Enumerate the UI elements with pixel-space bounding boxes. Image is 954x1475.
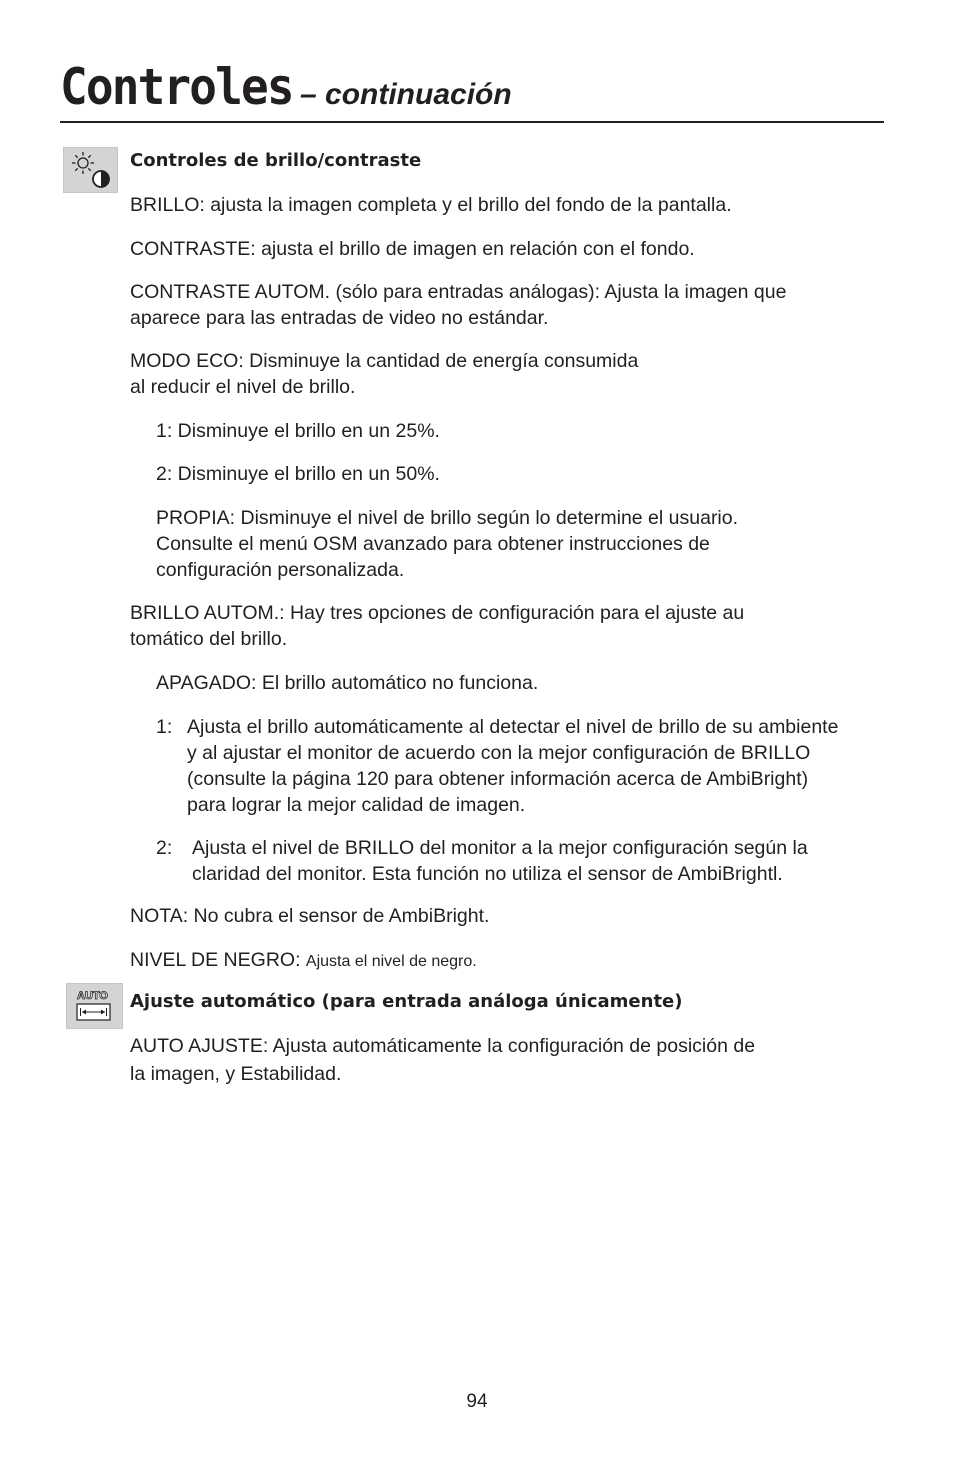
option-2-line-1: Ajusta el nivel de BRILLO del monitor a la mejor configuración según la xyxy=(192,837,808,859)
page-subtitle: – continuación xyxy=(300,78,512,111)
propia-line-2: Consulte el menú OSM avanzado para obtener instrucciones de xyxy=(156,533,710,555)
page-title: Controles xyxy=(60,58,293,116)
brillo-autom-line-2: tomático del brillo. xyxy=(130,628,288,650)
auto-adjust-icon xyxy=(66,983,123,1029)
page-number: 94 xyxy=(466,1391,488,1412)
option-2-number: 2: xyxy=(156,837,173,859)
modo-eco-line-2: al reducir el nivel de brillo. xyxy=(130,376,356,398)
page-header xyxy=(60,58,884,116)
option-1-line-4: para lograr la mejor calidad de imagen. xyxy=(187,794,526,816)
auto-text-line-1: AUTO AJUSTE: Ajusta automáticamente la configuración de posición de xyxy=(130,1035,756,1057)
contraste-text: CONTRASTE: ajusta el brillo de imagen en relación con el fondo. xyxy=(130,238,695,260)
auto-text-line-2: la imagen, y Estabilidad. xyxy=(130,1063,342,1085)
contraste-autom-line-1: CONTRASTE AUTOM. (sólo para entradas análogas): Ajusta la imagen que xyxy=(130,281,787,303)
option-1-line-2: y al ajustar el monitor de acuerdo con la mejor configuración de BRILLO xyxy=(187,742,811,764)
auto-icon-label: AUTO xyxy=(77,990,108,1002)
nivel-negro xyxy=(130,947,477,975)
option-1-number: 1: xyxy=(156,716,173,738)
eco-option-2: 2: Disminuye el brillo en un 50%. xyxy=(156,463,440,485)
contraste-autom-line-2: aparece para las entradas de video no estándar. xyxy=(130,307,549,329)
brillo-autom-line-1: BRILLO AUTOM.: Hay tres opciones de configuración para el ajuste au xyxy=(130,602,745,624)
nota-text: NOTA: No cubra el sensor de AmbiBright. xyxy=(130,905,490,927)
modo-eco-line-1: MODO ECO: Disminuye la cantidad de energía consumida xyxy=(130,350,639,372)
eco-option-1: 1: Disminuye el brillo en un 25%. xyxy=(156,420,440,442)
brightness-contrast-icon xyxy=(63,147,118,193)
auto-heading: Ajuste automático (para entrada análoga únicamente) xyxy=(130,991,683,1012)
propia-line-1: PROPIA: Disminuye el nivel de brillo según lo determine el usuario. xyxy=(156,507,739,529)
option-1-line-3: (consulte la página 120 para obtener información acerca de AmbiBright) xyxy=(187,768,809,790)
brillo-text: BRILLO: ajusta la imagen completa y el brillo del fondo de la pantalla. xyxy=(130,194,732,216)
option-1-line-1: Ajusta el brillo automáticamente al detectar el nivel de brillo de su ambiente xyxy=(187,716,839,738)
brightness-heading: Controles de brillo/contraste xyxy=(130,150,422,171)
apagado-text: APAGADO: El brillo automático no funciona. xyxy=(156,672,539,694)
nivel-negro-text: Ajusta el nivel de negro. xyxy=(305,953,477,970)
header-rule xyxy=(60,121,884,123)
option-2-line-2: claridad del monitor. Esta función no utiliza el sensor de AmbiBrightl. xyxy=(192,863,783,885)
nivel-negro-label: NIVEL DE NEGRO: xyxy=(130,949,301,971)
propia-line-3: configuración personalizada. xyxy=(156,559,405,581)
